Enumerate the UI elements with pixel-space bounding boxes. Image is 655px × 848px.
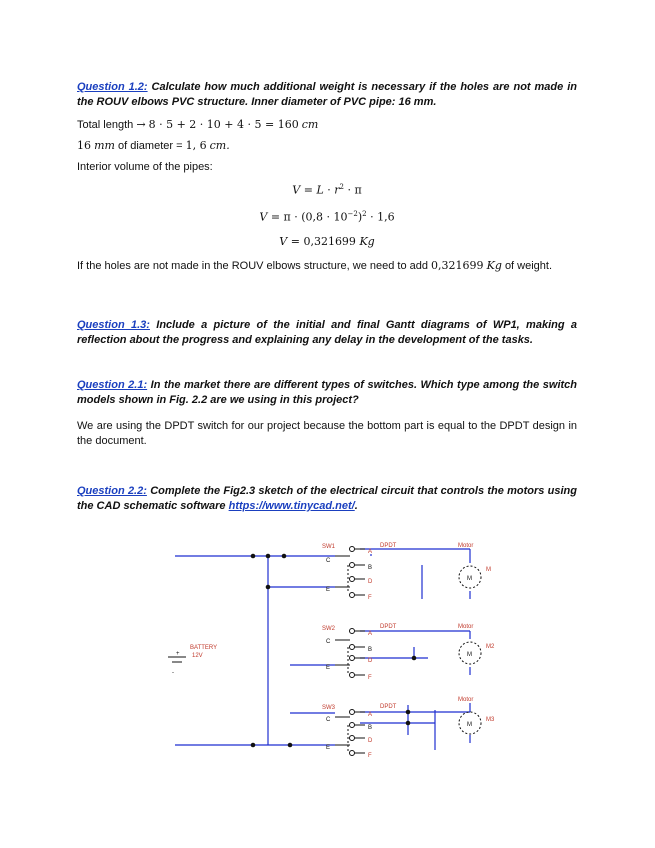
question-2-1-label[interactable]: Question 2.1:: [77, 379, 148, 391]
pin-a-2: A: [368, 631, 373, 637]
formula2-exponent-b: 2: [362, 210, 367, 218]
formula2-rhs-a: = π · (0,8 · 10: [270, 210, 348, 224]
pin-a-3: A: [368, 712, 373, 718]
formula1-lhs: V: [292, 183, 301, 197]
pin-f-3: F: [368, 753, 372, 759]
motor-name-3: M3: [486, 717, 495, 723]
pin-f-1: F: [368, 595, 372, 601]
battery-value: 12V: [192, 653, 203, 659]
formula3-unit: Kg: [359, 235, 375, 248]
question-2-1: [77, 378, 577, 408]
diameter-text: of diameter =: [118, 140, 183, 152]
pin-b-3: B: [368, 725, 373, 731]
formula1-radius: r: [334, 183, 340, 197]
pin-d-3: D: [368, 738, 373, 744]
question-1-2-text: Calculate how much additional weight is necessary if the holes are not made in the ROUV elbows PVC structure. Inner diameter of PVC pipe: 16 mm.: [77, 81, 577, 108]
pin-e-2: E: [326, 665, 331, 671]
answer-1-2-text-b: of weight.: [504, 260, 553, 272]
pin-b-2: B: [368, 647, 373, 653]
pin-d-2: D: [368, 658, 373, 664]
battery-minus: -: [172, 670, 174, 676]
formula1-eq: =: [303, 183, 313, 197]
total-length-unit: cm: [301, 118, 319, 131]
sw2-label: SW2: [322, 626, 336, 632]
formula2-rhs-c: · 1,6: [370, 210, 395, 224]
battery-label: BATTERY: [190, 645, 218, 651]
motor-symbol-2: M: [467, 652, 472, 658]
question-1-3: [77, 318, 577, 348]
formula-volume-result: [77, 235, 577, 248]
schematic-wires: [175, 549, 470, 750]
question-1-2: [77, 80, 577, 110]
answer-1-2: [77, 258, 577, 274]
pin-c-2: C: [326, 639, 331, 645]
total-length-line: [77, 117, 577, 133]
formula1-length: L: [316, 183, 324, 197]
pin-c-3: C: [326, 717, 331, 723]
formula1-pi: · π: [347, 183, 362, 197]
question-2-2: [77, 484, 577, 514]
answer-1-2-text-a: If the holes are not made in the ROUV elbows structure, we need to add: [77, 260, 428, 272]
pin-f-2: F: [368, 675, 372, 681]
junction-nodes: [251, 554, 417, 748]
formula1-dot: ·: [327, 183, 331, 197]
diameter-result-unit: cm.: [209, 139, 230, 152]
sw3-label: SW3: [322, 705, 336, 711]
formula-volume-general: [77, 183, 577, 197]
formula2-exponent-a: −2: [347, 210, 358, 218]
battery-plus: +: [176, 651, 180, 657]
question-1-3-text: Include a picture of the initial and final Gantt diagrams of WP1, making a reflection about the progress and explaining any delay in the development of the tasks.: [77, 319, 578, 346]
diameter-result: 1, 6: [185, 139, 207, 152]
total-length-prefix: Total length: [77, 119, 134, 131]
motor-label-3: Motor: [458, 697, 474, 703]
total-length-expression: 8 · 5 + 2 · 10 + 4 · 5 = 160: [148, 118, 299, 131]
dpdt-label-3: DPDT: [380, 704, 397, 710]
motor-name-1: M: [486, 567, 491, 573]
answer-2-1: We are using the DPDT switch for our project because the bottom part is equal to the DPDT design in the document.: [77, 420, 577, 447]
motor-symbol-3: M: [467, 722, 472, 728]
diameter-line: [77, 138, 577, 154]
formula-volume-substituted: [77, 210, 577, 224]
question-2-2-text: Complete the Fig2.3 sketch of the electrical circuit that controls the motors using the CAD schematic software: [77, 485, 577, 512]
answer-1-2-unit: Kg: [486, 259, 502, 272]
tinycad-link[interactable]: https://www.tinycad.net/: [228, 500, 355, 512]
formula2-lhs: V: [259, 210, 268, 224]
formula3-lhs: V: [279, 235, 288, 248]
formula3-rhs: = 0,321699: [290, 235, 356, 248]
interior-volume-label: Interior volume of the pipes:: [77, 161, 213, 173]
question-2-2-end: .: [354, 500, 358, 512]
question-2-2-label[interactable]: Question 2.2:: [77, 485, 147, 497]
motor-label-2: Motor: [458, 624, 474, 630]
dpdt-label-2: DPDT: [380, 624, 397, 630]
answer-1-2-value: 0,321699: [431, 259, 484, 272]
pin-e-1: E: [326, 587, 331, 593]
formula2-rhs-b: ): [357, 210, 363, 224]
question-1-2-label[interactable]: Question 1.2:: [77, 81, 148, 93]
motor-symbol-1: M: [467, 576, 472, 582]
motor-label-1: Motor: [458, 543, 474, 549]
arrow-symbol: →: [136, 118, 146, 131]
schematic-labels: [172, 543, 495, 759]
question-2-1-text: In the market there are different types of switches. Which type among the switch models shown in Fig. 2.2 are we using in this project?: [77, 379, 577, 406]
dpdt-label-1: DPDT: [380, 543, 397, 549]
pin-a-1: A: [368, 549, 373, 555]
pin-e-3: E: [326, 745, 331, 751]
sw1-label: SW1: [322, 544, 336, 550]
diameter-unit: mm: [94, 139, 115, 152]
question-1-3-label[interactable]: Question 1.3:: [77, 319, 150, 331]
motor-name-2: M2: [486, 644, 495, 650]
circuit-schematic: [160, 535, 520, 770]
diameter-value: 16: [77, 139, 91, 152]
battery-icon: [168, 657, 186, 662]
pin-b-1: B: [368, 565, 373, 571]
switch-terminals: [350, 547, 355, 756]
pin-d-1: D: [368, 579, 373, 585]
pin-c-1: C: [326, 558, 331, 564]
formula1-exponent: 2: [339, 183, 344, 191]
